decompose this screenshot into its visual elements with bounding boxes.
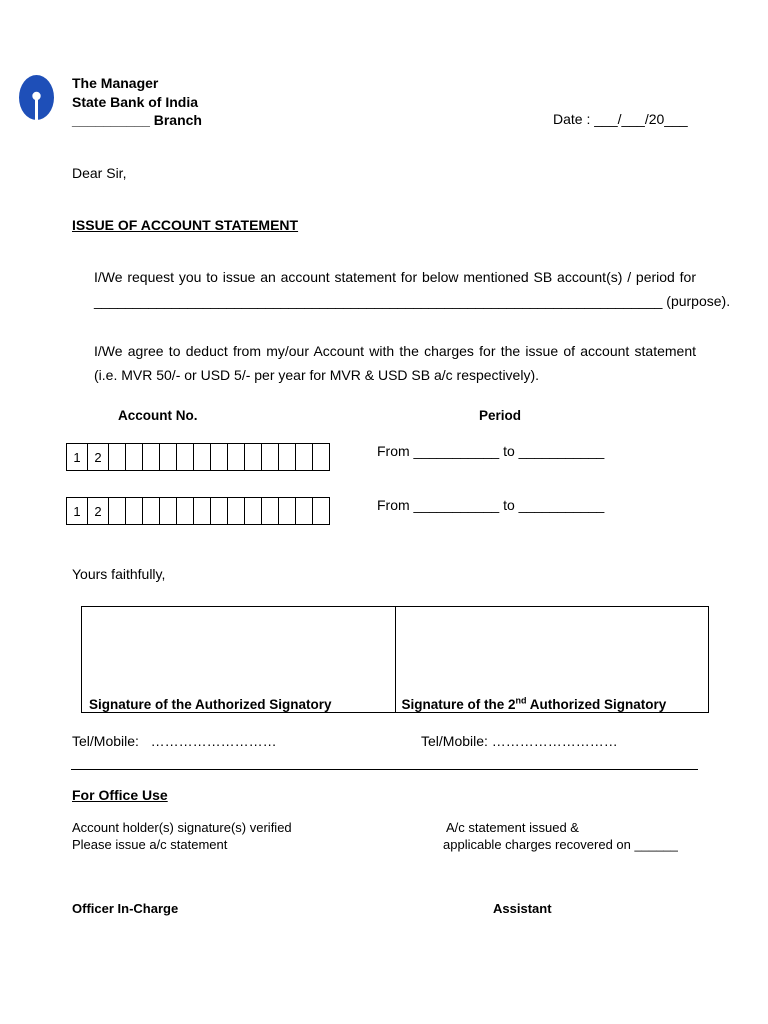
account-digit-cell[interactable]: [296, 444, 313, 470]
account-digit-cell[interactable]: [109, 498, 126, 524]
account-digit-cell[interactable]: [228, 498, 245, 524]
request-line-1: I/We request you to issue an account statement for below mentioned SB account(s) / period for: [94, 269, 696, 285]
account-digit-cell[interactable]: [143, 444, 160, 470]
office-use-right-line-1: A/c statement issued &: [446, 820, 579, 835]
account-digit-cell[interactable]: [228, 444, 245, 470]
account-digit-cell: 2: [88, 498, 109, 524]
signature-box-1[interactable]: [82, 607, 395, 712]
account-digit-cell[interactable]: [211, 444, 228, 470]
account-digit-cell[interactable]: [262, 444, 279, 470]
account-digit-cell: 1: [67, 444, 88, 470]
assistant-label: Assistant: [493, 901, 552, 916]
account-digit-cell[interactable]: [177, 444, 194, 470]
recipient-address: [72, 74, 202, 130]
address-line-1: The Manager: [72, 75, 159, 91]
account-digit-cell[interactable]: [194, 444, 211, 470]
request-paragraph: [94, 265, 731, 313]
account-digit-cell: 2: [88, 444, 109, 470]
officer-in-charge-label: Officer In-Charge: [72, 901, 179, 916]
account-digit-cell[interactable]: [143, 498, 160, 524]
signature-label-1: Signature of the Authorized Signatory: [89, 697, 332, 712]
subject-heading: ISSUE OF ACCOUNT STATEMENT: [72, 217, 299, 233]
account-digit-cell[interactable]: [126, 444, 143, 470]
account-digit-cell[interactable]: [279, 444, 296, 470]
date-field[interactable]: Date : ___/___/20___: [553, 111, 688, 127]
account-digit-cell[interactable]: [262, 498, 279, 524]
account-digit-cell[interactable]: [296, 498, 313, 524]
period-field[interactable]: From ___________ to ___________: [377, 497, 605, 513]
account-digit-cell[interactable]: [313, 444, 330, 470]
salutation: Dear Sir,: [72, 165, 127, 181]
account-digit-cell[interactable]: [160, 444, 177, 470]
office-use-left: [72, 819, 292, 853]
account-digit-cell[interactable]: [211, 498, 228, 524]
office-use-right-line-2[interactable]: applicable charges recovered on ______: [443, 837, 678, 852]
purpose-line[interactable]: _________________________________________________________________________ (purpose).: [94, 293, 731, 309]
account-number-boxes[interactable]: [66, 443, 330, 471]
account-digit-cell[interactable]: [194, 498, 211, 524]
office-use-right: [443, 819, 678, 853]
account-digit-cell[interactable]: [313, 498, 330, 524]
signature-table: [81, 606, 709, 713]
bank-logo-icon: [19, 75, 54, 120]
account-digit-cell: 1: [67, 498, 88, 524]
account-digit-cell[interactable]: [126, 498, 143, 524]
divider: [71, 769, 698, 770]
account-digit-cell[interactable]: [109, 444, 126, 470]
office-use-left-line-1: Account holder(s) signature(s) verified: [72, 820, 292, 835]
address-line-3: __________ Branch: [72, 112, 202, 128]
charges-paragraph: I/We agree to deduct from my/our Account with the charges for the issue of account statement (i.e. MVR 50/- or USD 5/- per year for MVR & USD SB a/c respectively).: [94, 343, 696, 383]
tel-mobile-field-1[interactable]: Tel/Mobile: ………………………: [72, 733, 277, 749]
account-digit-cell[interactable]: [160, 498, 177, 524]
account-digit-cell[interactable]: [279, 498, 296, 524]
account-digit-cell[interactable]: [177, 498, 194, 524]
office-use-heading: For Office Use: [72, 787, 168, 803]
account-digit-cell[interactable]: [245, 498, 262, 524]
account-number-boxes[interactable]: [66, 497, 330, 525]
closing-phrase: Yours faithfully,: [72, 566, 166, 582]
account-digit-cell[interactable]: [245, 444, 262, 470]
signature-label-2: Signature of the 2nd Authorized Signatory: [401, 695, 667, 712]
tel-mobile-field-2[interactable]: Tel/Mobile: ………………………: [421, 733, 618, 749]
signature-box-2[interactable]: [395, 607, 709, 712]
address-line-2: State Bank of India: [72, 93, 199, 110]
account-no-header: Account No.: [118, 408, 198, 423]
period-header: Period: [479, 408, 522, 423]
period-field[interactable]: From ___________ to ___________: [377, 443, 605, 459]
office-use-left-line-2: Please issue a/c statement: [72, 837, 228, 852]
